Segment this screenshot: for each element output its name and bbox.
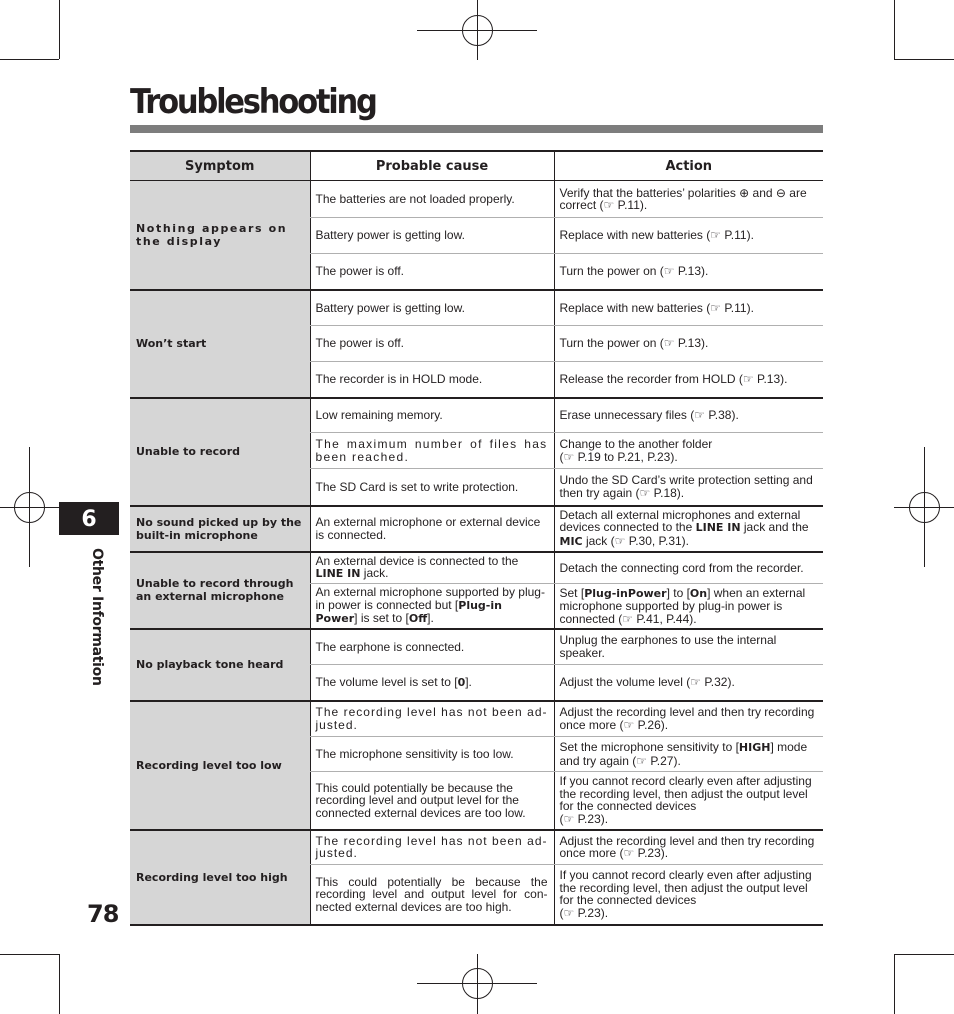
symptom-cell: Nothing appears on the display: [130, 181, 310, 290]
action-cell: Adjust the recording level and then try recording once more (☞ P.26).: [554, 701, 823, 737]
action-cell: Change to the another folder (☞ P.19 to P.21, P.23).: [554, 433, 823, 469]
cause-cell: This could potentially be because the recording level and output level for the connected external devices are too low.: [310, 772, 554, 830]
action-cell: Erase unnecessary files (☞ P.38).: [554, 398, 823, 433]
action-cell: Replace with new batteries (☞ P.11).: [554, 218, 823, 254]
page-title: Troubleshooting: [130, 82, 376, 122]
table-row: [130, 830, 823, 865]
cause-cell: An external microphone or external device is connected.: [310, 506, 554, 552]
crop-mark: [894, 59, 954, 60]
action-cell: Unplug the earphones to use the internal speaker.: [554, 629, 823, 665]
symptom-cell: Unable to record through an external microphone: [130, 552, 310, 629]
table-row: [130, 181, 823, 218]
crop-mark: [894, 0, 895, 59]
symptom-cell: Won’t start: [130, 290, 310, 398]
cause-cell: An external device is connected to the LINE IN jack.: [310, 552, 554, 584]
crop-mark: [894, 954, 895, 1014]
action-cell: Replace with new batteries (☞ P.11).: [554, 290, 823, 326]
table-row: [130, 552, 823, 584]
troubleshooting-table: [130, 150, 823, 926]
registration-mark-circle: [462, 968, 493, 999]
cause-cell: The recording level has not been ad-justed.: [310, 830, 554, 865]
cause-cell: The volume level is set to [0].: [310, 665, 554, 701]
cause-cell: The batteries are not loaded properly.: [310, 181, 554, 218]
crop-mark: [0, 59, 59, 60]
symptom-cell: No playback tone heard: [130, 629, 310, 701]
crop-mark: [59, 954, 60, 1014]
cause-cell: This could potentially be because the recording level and output level for con-nected external devices are too high.: [310, 865, 554, 925]
header-action: Action: [554, 151, 823, 181]
action-cell: Set the microphone sensitivity to [HIGH] mode and try again (☞ P.27).: [554, 737, 823, 772]
action-cell: Set [Plug-inPower] to [On] when an external microphone supported by plug-in power is connected (☞ P.41, P.44).: [554, 584, 823, 629]
cause-cell: The earphone is connected.: [310, 629, 554, 665]
registration-mark-circle: [462, 15, 493, 46]
symptom-cell: Unable to record: [130, 398, 310, 506]
cause-cell: The microphone sensitivity is too low.: [310, 737, 554, 772]
chapter-label: Other Information: [89, 548, 105, 686]
crop-mark: [59, 0, 60, 59]
cause-cell: The SD Card is set to write protection.: [310, 469, 554, 506]
table-row: [130, 506, 823, 552]
registration-mark-circle: [14, 492, 45, 523]
cause-cell: Battery power is getting low.: [310, 218, 554, 254]
cause-cell: Battery power is getting low.: [310, 290, 554, 326]
table-row: [130, 701, 823, 737]
cause-cell: The maximum number of files has been reached.: [310, 433, 554, 469]
crop-mark: [0, 954, 59, 955]
action-cell: If you cannot record clearly even after adjusting the recording level, then adjust the output level for the connected devices (☞ P.23).: [554, 772, 823, 830]
cause-cell: Low remaining memory.: [310, 398, 554, 433]
page-number: 78: [87, 900, 119, 928]
cause-cell: The recorder is in HOLD mode.: [310, 362, 554, 398]
cause-cell: The recording level has not been ad-justed.: [310, 701, 554, 737]
crop-mark: [894, 954, 954, 955]
action-cell: Verify that the batteries’ polarities ⊕ and ⊖ are correct (☞ P.11).: [554, 181, 823, 218]
table-row: [130, 629, 823, 665]
action-cell: Adjust the volume level (☞ P.32).: [554, 665, 823, 701]
symptom-cell: Recording level too low: [130, 701, 310, 830]
header-symptom: Symptom: [130, 151, 310, 181]
cause-cell: The power is off.: [310, 254, 554, 290]
title-rule: [130, 125, 823, 133]
action-cell: If you cannot record clearly even after adjusting the recording level, then adjust the output level for the connected devices (☞ P.23).: [554, 865, 823, 925]
chapter-number: 6: [59, 502, 119, 535]
cause-cell: The power is off.: [310, 326, 554, 362]
symptom-cell: No sound picked up by the built-in microphone: [130, 506, 310, 552]
table-header-row: [130, 151, 823, 181]
action-cell: Turn the power on (☞ P.13).: [554, 254, 823, 290]
action-cell: Adjust the recording level and then try recording once more (☞ P.23).: [554, 830, 823, 865]
table-row: [130, 398, 823, 433]
registration-mark-circle: [909, 492, 940, 523]
header-probable-cause: Probable cause: [310, 151, 554, 181]
action-cell: Release the recorder from HOLD (☞ P.13).: [554, 362, 823, 398]
action-cell: Undo the SD Card’s write protection setting and then try again (☞ P.18).: [554, 469, 823, 506]
symptom-cell: Recording level too high: [130, 830, 310, 925]
table-row: [130, 290, 823, 326]
action-cell: Detach the connecting cord from the recorder.: [554, 552, 823, 584]
cause-cell: An external microphone supported by plug-in power is connected but [Plug-in Power] is set to [Off].: [310, 584, 554, 629]
action-cell: Turn the power on (☞ P.13).: [554, 326, 823, 362]
action-cell: Detach all external microphones and external devices connected to the LINE IN jack and the MIC jack (☞ P.30, P.31).: [554, 506, 823, 552]
